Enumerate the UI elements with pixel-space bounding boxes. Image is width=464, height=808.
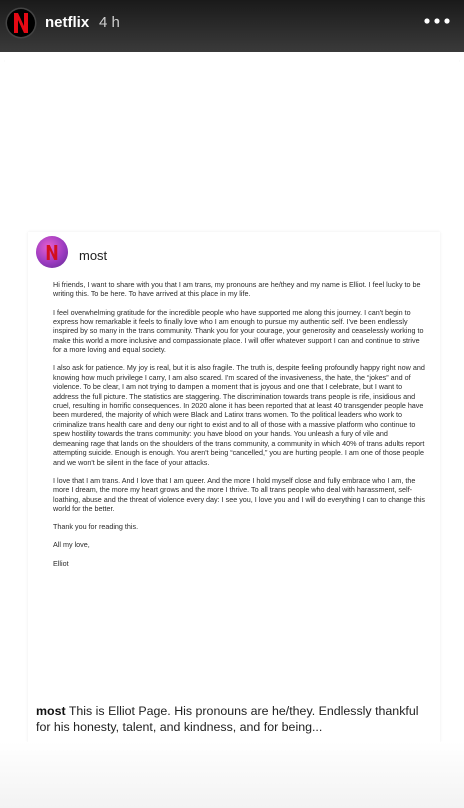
story-header — [0, 0, 464, 52]
netflix-logo-icon — [13, 12, 29, 34]
post-avatar[interactable] — [36, 236, 68, 268]
caption-text: This is Elliot Page. His pronouns are he/they. Endlessly thankful for his honesty, talent, and kindness, and for being... — [36, 704, 419, 734]
caption-username[interactable]: most — [36, 704, 66, 718]
letter-paragraph: All my love, — [53, 540, 90, 550]
bottom-background — [0, 742, 464, 808]
post-username[interactable]: most — [79, 248, 108, 263]
letter-paragraph: Hi friends, I want to share with you that I am trans, my pronouns are he/they and my name is Elliot. I feel lucky to be writing this. To be here. To have arrived at this place in my life. — [53, 280, 421, 299]
netflix-avatar[interactable] — [7, 9, 35, 37]
shared-post-card[interactable] — [28, 232, 440, 742]
letter-text — [53, 280, 425, 577]
letter-paragraph: I feel overwhelming gratitude for the incredible people who have supported me along this journey. I can't begin to express how remarkable it feels to finally love who I am enough to pursue my authentic self. I've been endlessly inspired by so many in the trans community. Thank you for your courage, your generosity and ceaselessly working to make this world a more inclusive and compassionate place. I will offer whatever support I can and continue to strive for a more loving and equal society. — [53, 307, 424, 355]
more-horizontal-icon[interactable] — [422, 16, 452, 26]
netflix-logo-icon — [46, 244, 58, 261]
letter-signature: Elliot — [53, 558, 69, 568]
letter-paragraph: I also ask for patience. My joy is real, but it is also fragile. The truth is, despite feeling profoundly happy right now and knowing how much privilege I carry, I am also scared. I'm scared of the invasiveness, the hate, the “jokes” and of violence. To be clear, I am not trying to dampen a moment that is joyous and one that I celebrate, but I want to address the full picture. The statistics are staggering. The discrimination towards trans people is rife, insidious and cruel, resulting in horrific consequences. In 2020 alone it has been reported that at least 40 transgender people have been murdered, the majority of which were Black and Latinx trans women. To the political leaders who work to criminalize trans health care and deny our right to exist and to all of those with a massive platform who continue to spew hostility towards the trans community: you have blood on your hands. You unleash a fury of vile and demeaning rage that lands on the shoulders of the trans community, a community in which 40% of trans adults report attempting suicide. Enough is enough. You aren't being “cancelled,” you are hurting people. I am one of those people and we won't be silent in the face of your attacks. — [53, 363, 425, 467]
story-progress-bar — [4, 60, 460, 62]
story-username[interactable]: netflix — [45, 14, 90, 31]
story-progress-fill — [4, 60, 460, 62]
post-caption[interactable] — [36, 703, 436, 735]
letter-paragraph: Thank you for reading this. — [53, 522, 139, 532]
story-timestamp: 4 h — [99, 14, 120, 31]
letter-paragraph: I love that I am trans. And I love that I am queer. And the more I hold myself close and fully embrace who I am, the more I dream, the more my heart grows and the more I thrive. To all trans people who deal with harassment, self-loathing, abuse and the threat of violence every day: I see you, I love you and I will do everything I can to change this world for the better. — [53, 475, 425, 513]
